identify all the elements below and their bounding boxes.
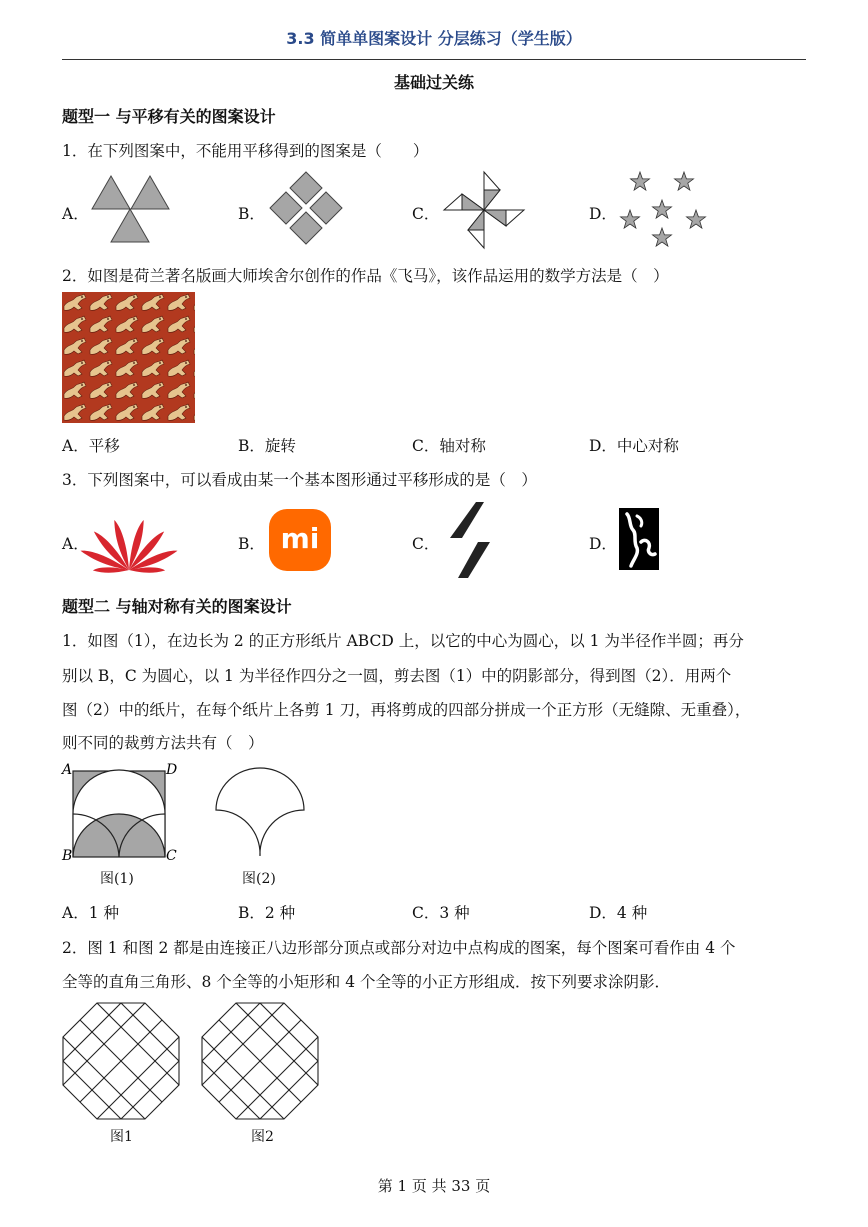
q3-option-b-label: B． [238, 535, 265, 553]
t2q1-line1: 1．如图（1），在边长为 2 的正方形纸片 ABCD 上，以它的中心为圆心，以 1 为半径作半圆；再分 [62, 632, 744, 650]
figure-label-b: B [62, 848, 73, 864]
q1-figure-c-pinwheel [442, 168, 528, 252]
page-footer: 第 1 页 共 33 页 [377, 1177, 491, 1195]
q1-figure-a-triangles [92, 176, 172, 244]
q3-figure-d-glyph [619, 508, 659, 570]
q3-stem: 3．下列图案中，可以看成由某一个基本图形通过平移形成的是（ ） [62, 471, 537, 489]
escher-pegasus-image [62, 292, 195, 423]
q1-option-c-label: C． [412, 205, 440, 223]
q3-figure-c-parallelograms [448, 500, 492, 580]
octagon-caption-1: 图1 [110, 1129, 133, 1145]
figure-label-a: A [62, 762, 73, 778]
q3-option-d-label: D． [589, 535, 617, 553]
q2-option-a: A．平移 [62, 437, 120, 455]
type1-heading: 题型一 与平移有关的图案设计 [62, 107, 276, 126]
xiaomi-logo-text: mi [280, 522, 320, 555]
t2q1-option-a: A．1 种 [62, 904, 119, 922]
header-divider [62, 59, 806, 60]
t2q2-line2: 全等的直角三角形、8 个全等的小矩形和 4 个全等的小正方形组成．按下列要求涂阴影． [62, 973, 671, 991]
t2q1-line3: 图（2）中的纸片，在每个纸片上各剪 1 刀，再将剪成的四部分拼成一个正方形（无缝隙、无重叠）， [62, 701, 751, 719]
figure-label-d: D [166, 762, 178, 778]
q3-option-a-label: A． [62, 535, 89, 553]
q1-figure-d-stars [618, 168, 710, 252]
q1-option-a-label: A． [62, 205, 89, 223]
huawei-logo-icon [92, 514, 166, 572]
figure-1-square [62, 760, 182, 864]
t2q1-option-d: D．4 种 [589, 904, 648, 922]
octagon-figure-1 [62, 1002, 180, 1120]
xiaomi-logo-icon [269, 509, 331, 571]
q3-option-c-label: C． [412, 535, 440, 553]
t2q1-option-b: B．2 种 [238, 904, 296, 922]
type2-heading: 题型二 与轴对称有关的图案设计 [62, 597, 292, 616]
figure-2-shape [214, 768, 308, 860]
t2q1-line4: 则不同的裁剪方法共有（ ） [62, 734, 264, 752]
q1-option-d-label: D． [589, 205, 617, 223]
figure-2-caption: 图(2) [242, 871, 276, 887]
document-header: 3.3 简单单图案设计 分层练习（学生版） [286, 29, 582, 48]
q2-option-d: D．中心对称 [589, 437, 679, 455]
q2-option-b: B．旋转 [238, 437, 296, 455]
t2q1-option-c: C．3 种 [412, 904, 470, 922]
octagon-caption-2: 图2 [251, 1129, 274, 1145]
q2-option-c: C．轴对称 [412, 437, 486, 455]
t2q1-line2: 别以 B，C 为圆心，以 1 为半径作四分之一圆，剪去图（1）中的阴影部分，得到图（2）．用两个 [62, 667, 732, 685]
octagon-figure-2 [201, 1002, 319, 1120]
section-title: 基础过关练 [393, 73, 474, 92]
q1-figure-b-diamonds [264, 170, 348, 250]
t2q2-line1: 2．图 1 和图 2 都是由连接正八边形部分顶点或部分对边中点构成的图案，每个图案可看作由 4 个 [62, 939, 736, 957]
q2-stem: 2．如图是荷兰著名版画大师埃舍尔创作的作品《飞马》，该作品运用的数学方法是（ ） [62, 267, 669, 285]
figure-label-c: C [166, 848, 177, 864]
q1-option-b-label: B． [238, 205, 265, 223]
q1-stem: 1．在下列图案中，不能用平移得到的图案是（ ） [62, 142, 429, 160]
figure-1-caption: 图(1) [100, 871, 134, 887]
